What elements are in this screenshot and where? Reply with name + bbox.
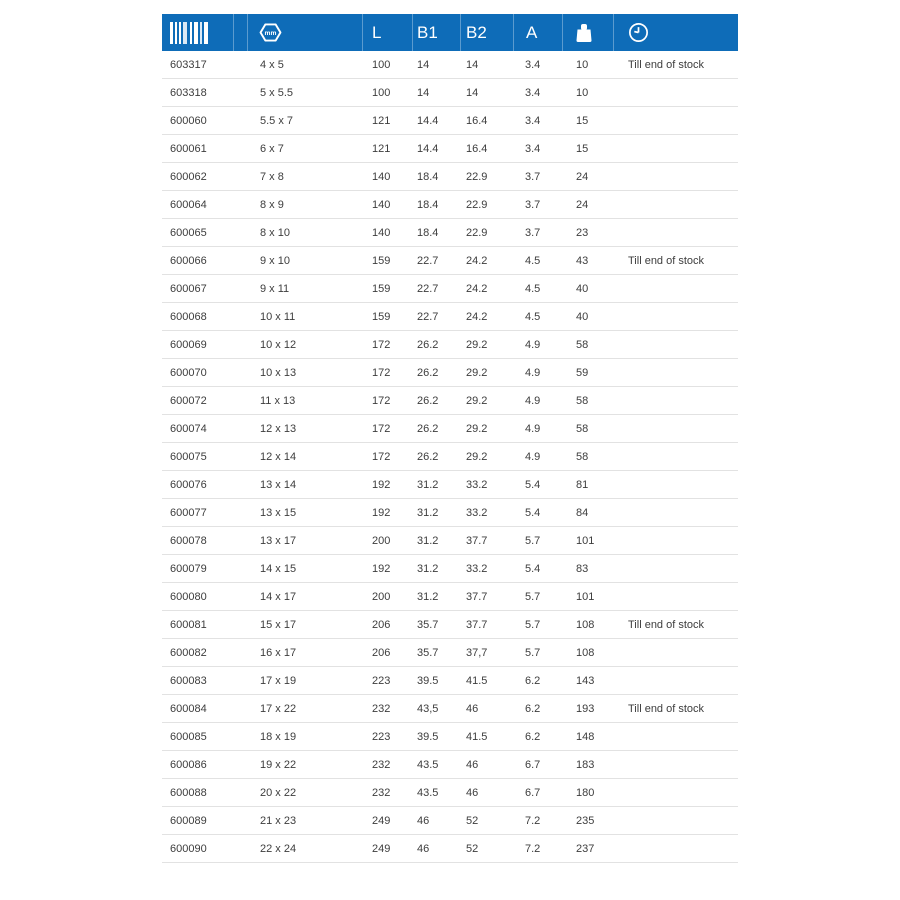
article-cell: 603318 (170, 86, 207, 99)
a-cell: 3.4 (525, 58, 541, 71)
b2-cell: 22.9 (466, 198, 488, 211)
note-cell: Till end of stock (628, 702, 705, 715)
l-cell: 140 (372, 170, 391, 183)
b2-cell: 33.2 (466, 478, 488, 491)
header-a-column (513, 14, 562, 51)
size-cell: 5.5 x 7 (260, 114, 294, 127)
weight-cell: 58 (576, 338, 589, 351)
weight-cell: 15 (576, 114, 589, 127)
l-cell: 100 (372, 86, 391, 99)
b2-cell: 14 (466, 86, 479, 99)
b2-cell: 37.7 (466, 534, 488, 547)
b1-cell: 43.5 (417, 786, 439, 799)
b2-cell: 16.4 (466, 142, 488, 155)
b2-cell: 29.2 (466, 394, 488, 407)
table-row (162, 723, 738, 751)
a-cell: 4.9 (525, 338, 541, 351)
header-weight-column (562, 14, 613, 51)
hex-nut-icon (259, 21, 282, 44)
weight-cell: 10 (576, 58, 589, 71)
l-cell: 172 (372, 366, 391, 379)
size-cell: 8 x 10 (260, 226, 290, 239)
table-row (162, 667, 738, 695)
l-cell: 172 (372, 422, 391, 435)
b1-cell: 22.7 (417, 310, 439, 323)
b2-cell: 46 (466, 786, 479, 799)
weight-cell: 108 (576, 646, 595, 659)
b1-cell: 31.2 (417, 478, 439, 491)
article-cell: 600070 (170, 366, 207, 379)
article-cell: 600090 (170, 842, 207, 855)
article-cell: 600060 (170, 114, 207, 127)
size-cell: 20 x 22 (260, 786, 297, 799)
b2-cell: 24.2 (466, 310, 488, 323)
b1-cell: 26.2 (417, 366, 439, 379)
l-cell: 200 (372, 590, 391, 603)
weight-cell: 24 (576, 198, 589, 211)
a-cell: 4.5 (525, 310, 541, 323)
header-b1-column (412, 14, 460, 51)
size-cell: 14 x 15 (260, 562, 297, 575)
a-cell: 3.7 (525, 226, 541, 239)
header-article-column (162, 14, 233, 51)
a-cell: 3.4 (525, 86, 541, 99)
size-cell: 17 x 22 (260, 702, 297, 715)
article-cell: 600078 (170, 534, 207, 547)
b2-cell: 29.2 (466, 450, 488, 463)
l-cell: 232 (372, 758, 391, 771)
size-cell: 17 x 19 (260, 674, 297, 687)
a-cell: 4.5 (525, 254, 541, 267)
b1-cell: 14 (417, 86, 430, 99)
size-cell: 16 x 17 (260, 646, 297, 659)
article-cell: 603317 (170, 58, 207, 71)
size-cell: 15 x 17 (260, 618, 297, 631)
table-row (162, 51, 738, 79)
l-cell: 172 (372, 338, 391, 351)
article-cell: 600074 (170, 422, 207, 435)
b1-cell: 18.4 (417, 226, 439, 239)
table-row (162, 527, 738, 555)
header-b2-label: B2 (466, 22, 487, 42)
weight-cell: 235 (576, 814, 595, 827)
b1-cell: 31.2 (417, 534, 439, 547)
article-cell: 600075 (170, 450, 207, 463)
weight-cell: 183 (576, 758, 595, 771)
b2-cell: 29.2 (466, 422, 488, 435)
b2-cell: 37,7 (466, 646, 488, 659)
b2-cell: 37.7 (466, 618, 488, 631)
size-cell: 14 x 17 (260, 590, 297, 603)
l-cell: 206 (372, 646, 391, 659)
a-cell: 6.2 (525, 702, 541, 715)
article-cell: 600083 (170, 674, 207, 687)
b2-cell: 24.2 (466, 282, 488, 295)
weight-cell: 180 (576, 786, 595, 799)
article-cell: 600076 (170, 478, 207, 491)
l-cell: 249 (372, 814, 391, 827)
a-cell: 5.7 (525, 646, 541, 659)
size-cell: 9 x 10 (260, 254, 290, 267)
b2-cell: 33.2 (466, 562, 488, 575)
b2-cell: 46 (466, 758, 479, 771)
b1-cell: 46 (417, 842, 430, 855)
table-row (162, 443, 738, 471)
table-row (162, 79, 738, 107)
note-cell: Till end of stock (628, 618, 705, 631)
size-cell: 8 x 9 (260, 198, 284, 211)
b2-cell: 16.4 (466, 114, 488, 127)
weight-cell: 84 (576, 506, 589, 519)
a-cell: 6.2 (525, 730, 541, 743)
a-cell: 4.9 (525, 450, 541, 463)
table-row (162, 835, 738, 863)
article-cell: 600086 (170, 758, 207, 771)
size-cell: 13 x 15 (260, 506, 297, 519)
table-row (162, 695, 738, 723)
weight-cell: 40 (576, 310, 589, 323)
table-row (162, 751, 738, 779)
b1-cell: 39.5 (417, 730, 439, 743)
b1-cell: 14.4 (417, 114, 439, 127)
l-cell: 159 (372, 282, 391, 295)
l-cell: 223 (372, 674, 391, 687)
article-cell: 600079 (170, 562, 207, 575)
article-cell: 600065 (170, 226, 207, 239)
table-row (162, 107, 738, 135)
a-cell: 5.4 (525, 506, 541, 519)
size-cell: 12 x 13 (260, 422, 297, 435)
l-cell: 192 (372, 478, 391, 491)
a-cell: 3.4 (525, 114, 541, 127)
weight-cell: 83 (576, 562, 589, 575)
article-cell: 600084 (170, 702, 207, 715)
b2-cell: 33.2 (466, 506, 488, 519)
a-cell: 7.2 (525, 842, 541, 855)
a-cell: 4.9 (525, 394, 541, 407)
b1-cell: 26.2 (417, 450, 439, 463)
a-cell: 4.9 (525, 366, 541, 379)
weight-cell: 143 (576, 674, 595, 687)
b1-cell: 26.2 (417, 394, 439, 407)
weight-icon (572, 21, 596, 45)
article-cell: 600066 (170, 254, 207, 267)
note-cell: Till end of stock (628, 58, 705, 71)
article-cell: 600082 (170, 646, 207, 659)
b1-cell: 39.5 (417, 674, 439, 687)
b1-cell: 26.2 (417, 338, 439, 351)
article-cell: 600062 (170, 170, 207, 183)
header-b2-column (460, 14, 513, 51)
weight-cell: 148 (576, 730, 595, 743)
note-cell: Till end of stock (628, 254, 705, 267)
size-cell: 9 x 11 (260, 282, 290, 295)
size-cell: 18 x 19 (260, 730, 297, 743)
b1-cell: 31.2 (417, 562, 439, 575)
size-cell: 10 x 12 (260, 338, 297, 351)
size-cell: 19 x 22 (260, 758, 297, 771)
b2-cell: 41.5 (466, 674, 488, 687)
l-cell: 232 (372, 786, 391, 799)
a-cell: 6.7 (525, 758, 541, 771)
a-cell: 5.7 (525, 534, 541, 547)
table-row (162, 583, 738, 611)
table-row (162, 303, 738, 331)
table-row (162, 779, 738, 807)
weight-cell: 101 (576, 590, 595, 603)
b2-cell: 29.2 (466, 338, 488, 351)
weight-cell: 58 (576, 422, 589, 435)
l-cell: 159 (372, 254, 391, 267)
table-row (162, 807, 738, 835)
article-cell: 600072 (170, 394, 207, 407)
b2-cell: 52 (466, 814, 479, 827)
clock-icon (627, 21, 650, 44)
size-cell: 13 x 14 (260, 478, 297, 491)
a-cell: 3.4 (525, 142, 541, 155)
weight-cell: 193 (576, 702, 595, 715)
a-cell: 3.7 (525, 198, 541, 211)
a-cell: 5.4 (525, 562, 541, 575)
table-row (162, 163, 738, 191)
table-row (162, 611, 738, 639)
weight-cell: 101 (576, 534, 595, 547)
a-cell: 5.7 (525, 590, 541, 603)
l-cell: 140 (372, 226, 391, 239)
size-cell: 11 x 13 (260, 394, 296, 407)
table-row (162, 639, 738, 667)
a-cell: 5.7 (525, 618, 541, 631)
l-cell: 172 (372, 394, 391, 407)
size-cell: 5 x 5.5 (260, 86, 294, 99)
l-cell: 192 (372, 506, 391, 519)
table-row (162, 247, 738, 275)
header-size-column (247, 14, 362, 51)
l-cell: 249 (372, 842, 391, 855)
b1-cell: 14.4 (417, 142, 439, 155)
weight-cell: 108 (576, 618, 595, 631)
a-cell: 3.7 (525, 170, 541, 183)
b2-cell: 22.9 (466, 170, 488, 183)
weight-cell: 24 (576, 170, 589, 183)
b1-cell: 35.7 (417, 618, 439, 631)
l-cell: 206 (372, 618, 391, 631)
header-l-column (362, 14, 412, 51)
size-cell: 10 x 11 (260, 310, 296, 323)
weight-cell: 59 (576, 366, 589, 379)
weight-cell: 43 (576, 254, 589, 267)
table-row (162, 359, 738, 387)
article-cell: 600068 (170, 310, 207, 323)
b1-cell: 14 (417, 58, 430, 71)
b1-cell: 18.4 (417, 170, 439, 183)
table-row (162, 387, 738, 415)
header-spacer-column (233, 14, 247, 51)
weight-cell: 58 (576, 450, 589, 463)
size-cell: 12 x 14 (260, 450, 297, 463)
article-cell: 600067 (170, 282, 207, 295)
a-cell: 6.7 (525, 786, 541, 799)
l-cell: 172 (372, 450, 391, 463)
l-cell: 192 (372, 562, 391, 575)
a-cell: 4.9 (525, 422, 541, 435)
size-cell: 7 x 8 (260, 170, 284, 183)
a-cell: 7.2 (525, 814, 541, 827)
article-cell: 600088 (170, 786, 207, 799)
b1-cell: 26.2 (417, 422, 439, 435)
size-cell: 6 x 7 (260, 142, 284, 155)
weight-cell: 237 (576, 842, 595, 855)
b2-cell: 52 (466, 842, 479, 855)
article-cell: 600069 (170, 338, 207, 351)
l-cell: 121 (372, 114, 391, 127)
weight-cell: 58 (576, 394, 589, 407)
weight-cell: 40 (576, 282, 589, 295)
weight-cell: 81 (576, 478, 589, 491)
b2-cell: 14 (466, 58, 479, 71)
hex-nut-mm-label: mm (264, 29, 277, 37)
barcode-icon (170, 22, 208, 44)
b1-cell: 43.5 (417, 758, 439, 771)
size-cell: 10 x 13 (260, 366, 297, 379)
header-l-label: L (372, 22, 382, 42)
b1-cell: 31.2 (417, 590, 439, 603)
article-cell: 600085 (170, 730, 207, 743)
table-body (162, 51, 738, 863)
b2-cell: 29.2 (466, 366, 488, 379)
l-cell: 200 (372, 534, 391, 547)
size-cell: 4 x 5 (260, 58, 284, 71)
table-row (162, 275, 738, 303)
article-cell: 600061 (170, 142, 207, 155)
article-cell: 600080 (170, 590, 207, 603)
a-cell: 5.4 (525, 478, 541, 491)
table-row (162, 191, 738, 219)
b1-cell: 18.4 (417, 198, 439, 211)
l-cell: 140 (372, 198, 391, 211)
b2-cell: 22.9 (466, 226, 488, 239)
table-row (162, 471, 738, 499)
b1-cell: 46 (417, 814, 430, 827)
b1-cell: 22.7 (417, 254, 439, 267)
l-cell: 100 (372, 58, 391, 71)
b1-cell: 35.7 (417, 646, 439, 659)
weight-cell: 15 (576, 142, 589, 155)
a-cell: 6.2 (525, 674, 541, 687)
table-row (162, 219, 738, 247)
table-row (162, 499, 738, 527)
header-availability-column (613, 14, 738, 51)
b1-cell: 43,5 (417, 702, 439, 715)
table-row (162, 415, 738, 443)
b1-cell: 31.2 (417, 506, 439, 519)
size-cell: 21 x 23 (260, 814, 297, 827)
header-b1-label: B1 (417, 22, 438, 42)
table-row (162, 555, 738, 583)
b2-cell: 37.7 (466, 590, 488, 603)
l-cell: 223 (372, 730, 391, 743)
article-cell: 600064 (170, 198, 207, 211)
article-cell: 600089 (170, 814, 207, 827)
product-spec-table (162, 14, 738, 863)
article-cell: 600081 (170, 618, 207, 631)
table-row (162, 331, 738, 359)
l-cell: 159 (372, 310, 391, 323)
l-cell: 232 (372, 702, 391, 715)
table-header (162, 14, 738, 51)
weight-cell: 23 (576, 226, 589, 239)
l-cell: 121 (372, 142, 391, 155)
a-cell: 4.5 (525, 282, 541, 295)
b2-cell: 41.5 (466, 730, 488, 743)
weight-cell: 10 (576, 86, 589, 99)
b2-cell: 24.2 (466, 254, 488, 267)
b1-cell: 22.7 (417, 282, 439, 295)
size-cell: 22 x 24 (260, 842, 297, 855)
table-row (162, 135, 738, 163)
header-a-label: A (526, 22, 538, 42)
article-cell: 600077 (170, 506, 207, 519)
b2-cell: 46 (466, 702, 479, 715)
size-cell: 13 x 17 (260, 534, 297, 547)
